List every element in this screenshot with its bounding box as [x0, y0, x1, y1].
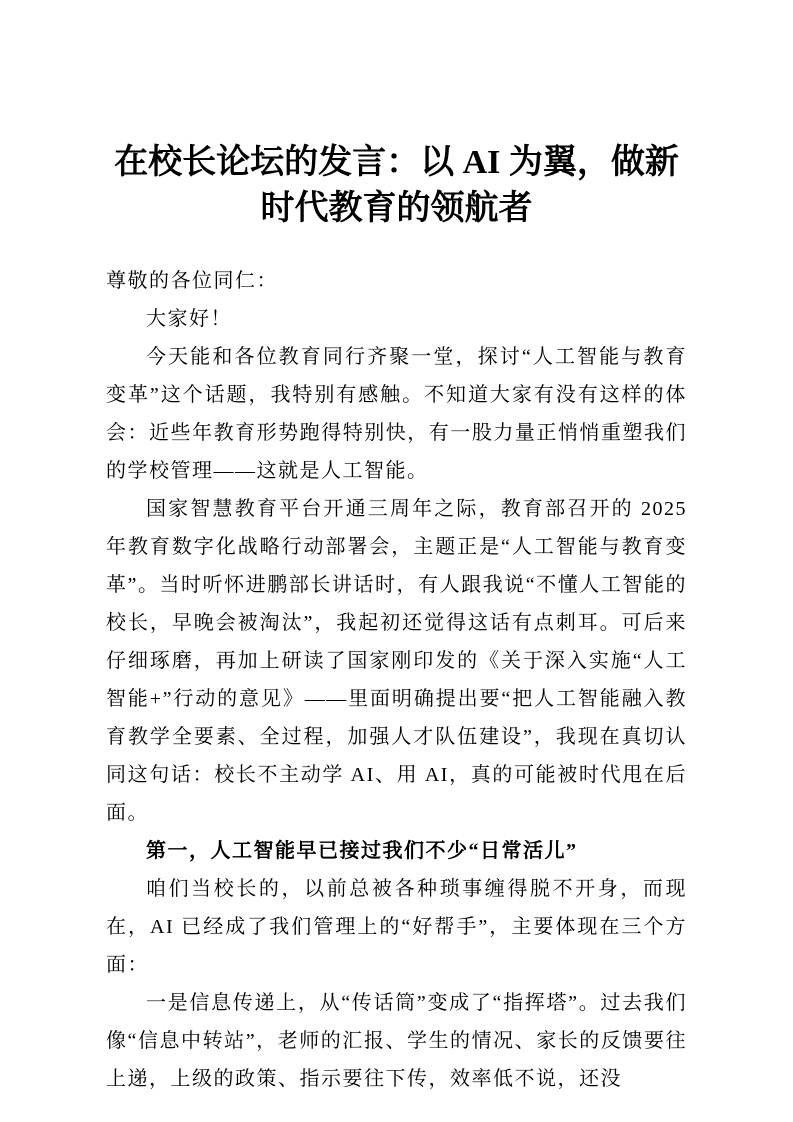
salutation: 尊敬的各位同仁：: [106, 270, 278, 292]
section-heading: 第一，人工智能早已接过我们不少“日常活儿”: [146, 840, 578, 862]
document-title: 在校长论坛的发言：以 AI 为翼，做新时代教育的领航者: [114, 144, 679, 227]
paragraph: 一是信息传递上，从“传话筒”变成了“指挥塔”。过去我们像“信息中转站”，老师的汇报、学生的情况、家长的反馈要往上递，上级的政策、指示要往下传，效率低不说，还没: [106, 992, 687, 1090]
greeting: 大家好！: [146, 308, 232, 330]
paragraph: 国家智慧教育平台开通三周年之际，教育部召开的 2025 年教育数字化战略行动部署会，主题正是“人工智能与教育变革”。当时听怀进鹏部长讲话时，有人跟我说“不懂人工智能的校长，早晚会被淘汰”，我起初还觉得这话有点刺耳。可后来仔细琢磨，再加上研读了国家刚印发的《关于深入实施“人工智能+”行动的意见》——里面明确提出要“把人工智能融入教育教学全要素、全过程，加强人才队伍建设”，我现在真切认同这句话：校长不主动学 AI、用 AI，真的可能被时代甩在后面。: [106, 498, 687, 824]
document-body: [106, 262, 687, 1098]
paragraph: 咱们当校长的，以前总被各种琐事缠得脱不开身，而现在，AI 已经成了我们管理上的“好帮手”，主要体现在三个方面：: [106, 878, 687, 976]
paragraph: 今天能和各位教育同行齐聚一堂，探讨“人工智能与教育变革”这个话题，我特别有感触。不知道大家有没有这样的体会：近些年教育形势跑得特别快，有一股力量正悄悄重塑我们的学校管理——这就是人工智能。: [106, 346, 687, 482]
